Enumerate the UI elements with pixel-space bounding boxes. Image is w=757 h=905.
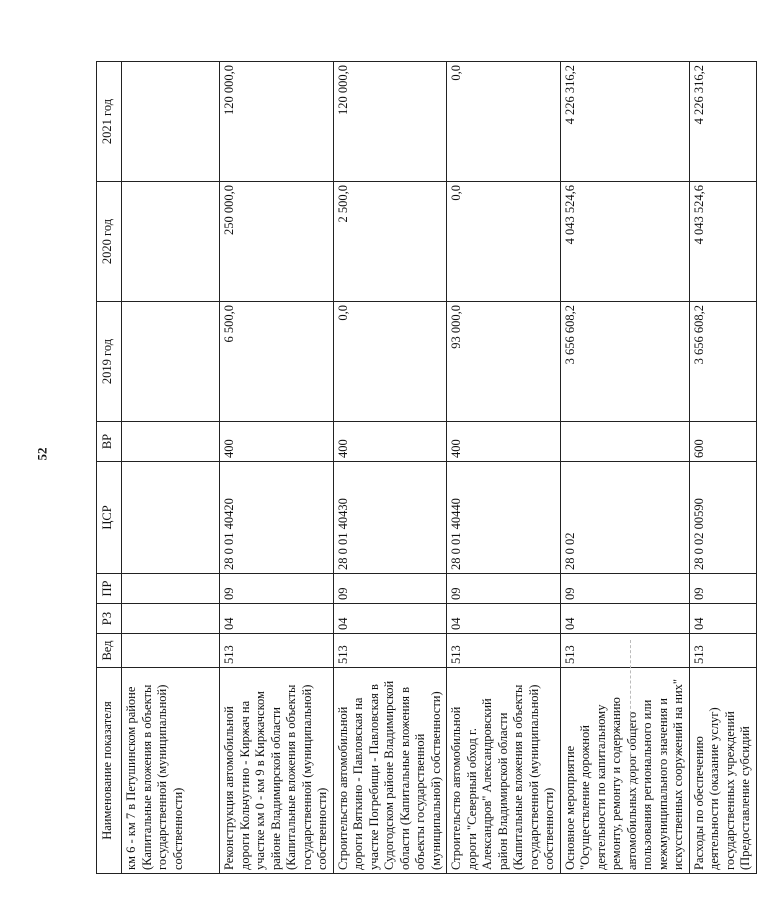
- cell-2021: 4 226 316,2: [689, 62, 756, 182]
- cell-csr: 28 0 01 40440: [447, 462, 561, 574]
- header-rz: РЗ: [97, 604, 122, 634]
- cell-2020: 250 000,0: [220, 182, 334, 302]
- table-row: [689, 62, 756, 874]
- cell-vr: 400: [447, 422, 561, 462]
- cell-ved: 513: [333, 634, 447, 668]
- cell-name: Строительство автомобильной дороги Вяткино - Павловская на участке Погребищи - Павловская в Судогодском районе Владимирской области (Капитальные вложения в объекты государственной (муниципальной) собственности): [333, 668, 447, 874]
- cell-2019: 0,0: [333, 302, 447, 422]
- cell-csr: 28 0 01 40420: [220, 462, 334, 574]
- cell-vr: 600: [689, 422, 756, 462]
- cell-vr: [122, 422, 220, 462]
- cell-ved: 513: [447, 634, 561, 668]
- cell-pr: [122, 574, 220, 604]
- table-row: [122, 62, 220, 874]
- cell-vr: 400: [333, 422, 447, 462]
- cell-ved: 513: [220, 634, 334, 668]
- cell-name: Строительство автомобильной дороги "Северный обход г. Александров" Александровский район Владимирской области (Капитальные вложения в объекты государственной (муниципальной) собственности): [447, 668, 561, 874]
- table-row: [333, 62, 447, 874]
- cell-2020: 2 500,0: [333, 182, 447, 302]
- cell-ved: 513: [560, 634, 689, 668]
- rotated-table-wrapper: [96, 62, 752, 874]
- cell-2021: [122, 62, 220, 182]
- header-ved: Вед: [97, 634, 122, 668]
- scan-edge-marks: [620, 640, 631, 790]
- cell-rz: 04: [560, 604, 689, 634]
- cell-csr: 28 0 01 40430: [333, 462, 447, 574]
- cell-2020: 4 043 524,6: [689, 182, 756, 302]
- header-2019: 2019 год: [97, 302, 122, 422]
- cell-2021: 0,0: [447, 62, 561, 182]
- header-vr: ВР: [97, 422, 122, 462]
- cell-name: км 6 - км 7 в Петушинском районе (Капитальные вложения в объекты государственной (муниципальной) собственности): [122, 668, 220, 874]
- cell-2021: 120 000,0: [333, 62, 447, 182]
- cell-csr: 28 0 02: [560, 462, 689, 574]
- cell-2019: 3 656 608,2: [560, 302, 689, 422]
- cell-vr: 400: [220, 422, 334, 462]
- table-row: [220, 62, 334, 874]
- cell-pr: 09: [689, 574, 756, 604]
- cell-rz: 04: [447, 604, 561, 634]
- cell-pr: 09: [333, 574, 447, 604]
- header-name: Наименование показателя: [97, 668, 122, 874]
- cell-2020: 4 043 524,6: [560, 182, 689, 302]
- cell-pr: 09: [220, 574, 334, 604]
- table-header-row: [97, 62, 122, 874]
- header-csr: ЦСР: [97, 462, 122, 574]
- cell-2019: 6 500,0: [220, 302, 334, 422]
- cell-pr: 09: [447, 574, 561, 604]
- table-row: [447, 62, 561, 874]
- cell-2021: 120 000,0: [220, 62, 334, 182]
- cell-csr: [122, 462, 220, 574]
- header-2021: 2021 год: [97, 62, 122, 182]
- cell-vr: [560, 422, 689, 462]
- cell-2019: 3 656 608,2: [689, 302, 756, 422]
- cell-pr: 09: [560, 574, 689, 604]
- cell-name: Основное мероприятие "Осуществление дорожной деятельности по капитальному ремонту, ремонту и содержанию автомобильных дорог общего пользования регионального или межмуниципального значения и искусственных сооружений на них": [560, 668, 689, 874]
- header-pr: ПР: [97, 574, 122, 604]
- cell-2019: 93 000,0: [447, 302, 561, 422]
- cell-name: Реконструкция автомобильной дороги Кольчугино - Киржач на участке км 0 - км 9 в Киржачском районе Владимирской области (Капитальные вложения в объекты государственной (муниципальной) собственности): [220, 668, 334, 874]
- cell-name: Расходы по обеспечению деятельности (оказание услуг) государственных учреждений (Предоставление субсидий: [689, 668, 756, 874]
- budget-table: [96, 61, 757, 874]
- cell-rz: 04: [333, 604, 447, 634]
- header-2020: 2020 год: [97, 182, 122, 302]
- rotated-table-container: [96, 62, 752, 874]
- cell-2020: 0,0: [447, 182, 561, 302]
- cell-ved: 513: [689, 634, 756, 668]
- cell-rz: 04: [689, 604, 756, 634]
- cell-rz: [122, 604, 220, 634]
- page-number: 52: [34, 447, 50, 461]
- cell-ved: [122, 634, 220, 668]
- cell-2019: [122, 302, 220, 422]
- cell-csr: 28 0 02 00590: [689, 462, 756, 574]
- cell-2021: 4 226 316,2: [560, 62, 689, 182]
- cell-2020: [122, 182, 220, 302]
- cell-rz: 04: [220, 604, 334, 634]
